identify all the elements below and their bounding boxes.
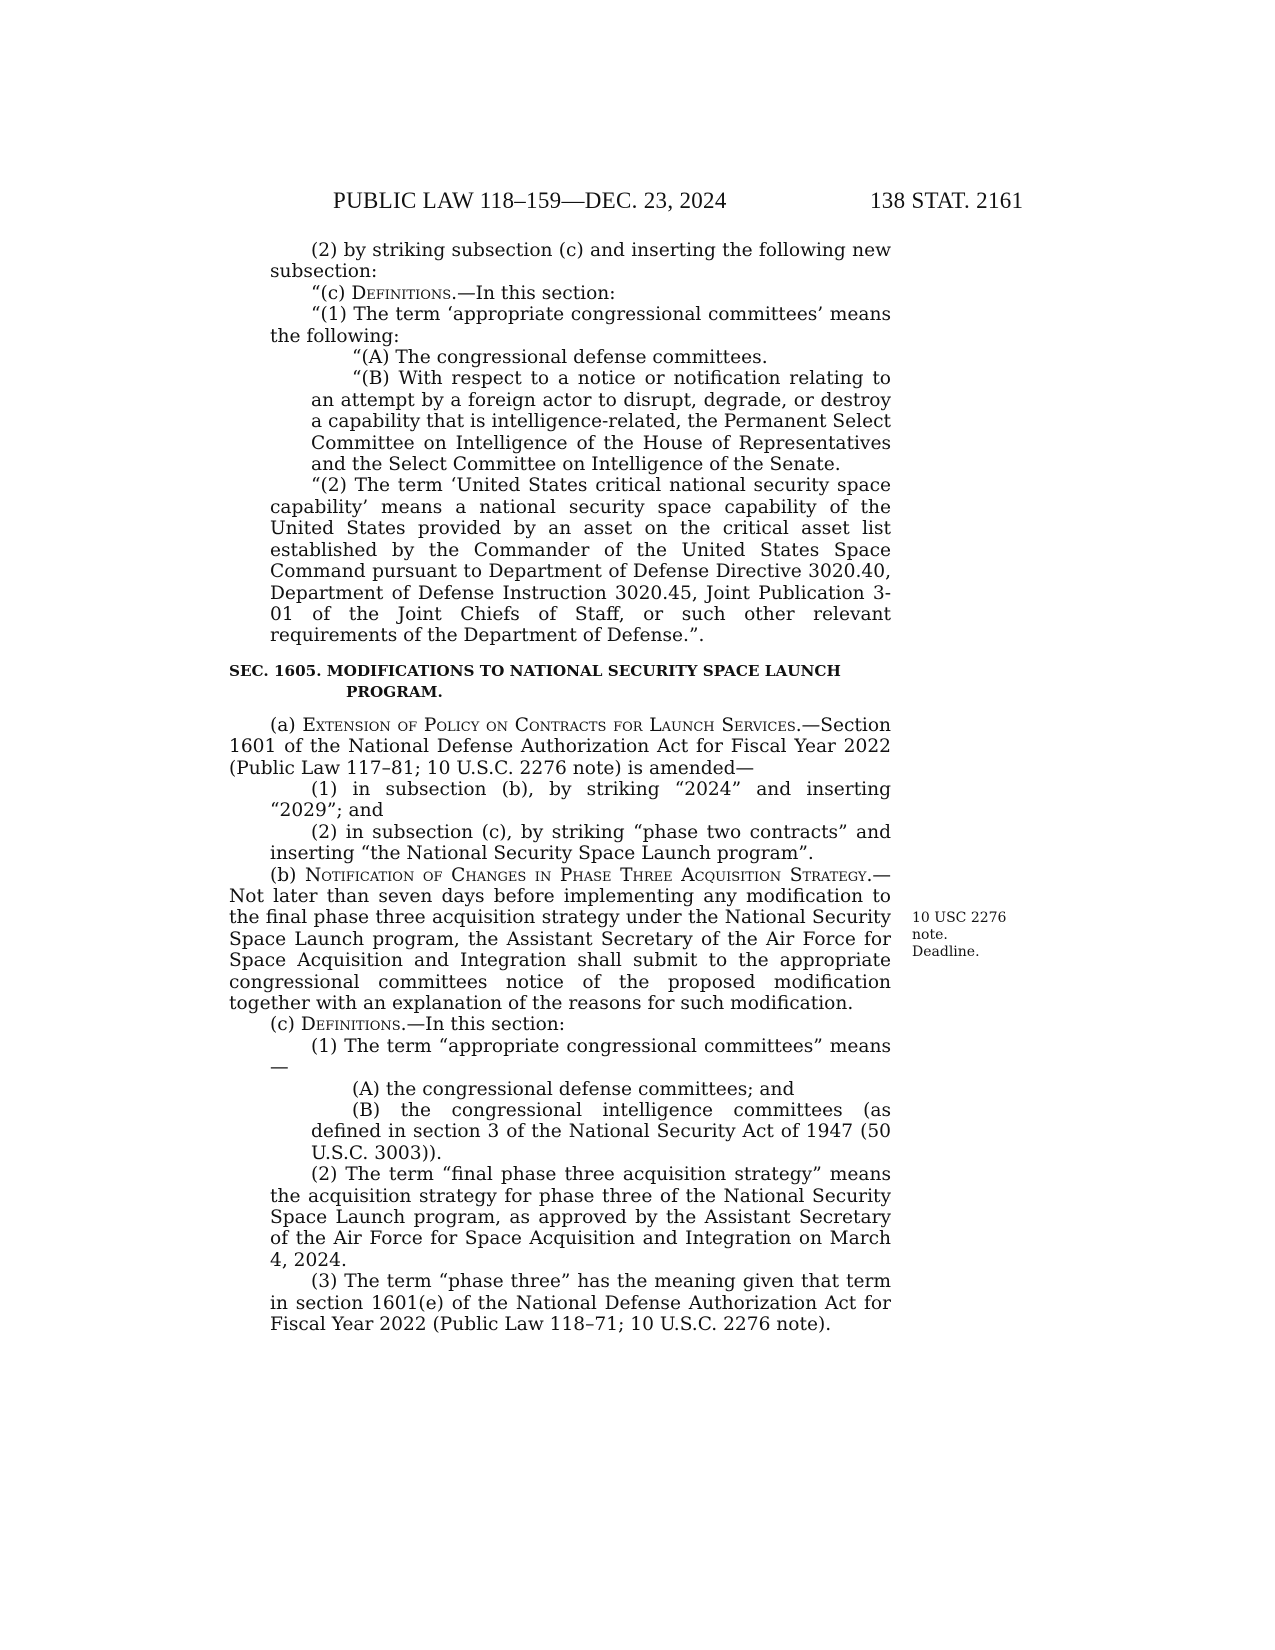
subsection-b-heading: Notification of Changes in Phase Three Acquisition Strategy [304, 864, 867, 886]
header-title: PUBLIC LAW 118–159—DEC. 23, 2024 [333, 188, 727, 213]
subsection-b-prefix: (b) [270, 864, 305, 886]
margin-note [912, 910, 1032, 961]
subsection-a-heading: Extension of Policy on Contracts for Launch Services [302, 714, 796, 736]
section-heading [229, 661, 891, 703]
paragraph-c2: (2) The term “final phase three acquisition strategy” means the acquisition strategy for phase three of the National Security Space Launch program, as approved by the Assistant Secretary of the Air Force for Space Acquisition and Integration on March 4, 2024. [270, 1164, 891, 1271]
subsection-c-prefix: (c) [270, 1014, 301, 1036]
definitions-prefix: “(c) [311, 282, 352, 304]
margin-note-note: note. [912, 927, 948, 943]
margin-note-citation: 10 USC 2276 [912, 910, 1007, 926]
subsection-a-text: .—Section 1601 of the National Defense Authorization Act for Fiscal Year 2022 (Public Law 117–81; 10 U.S.C. 2276 note) is amended— [229, 714, 891, 779]
running-header [0, 188, 1275, 222]
section-heading-line1: SEC. 1605. MODIFICATIONS TO NATIONAL SECURITY SPACE LAUNCH [229, 661, 841, 680]
margin-note-deadline: Deadline. [912, 944, 980, 960]
definitions-caps: Definitions [351, 282, 452, 304]
subsection-b-text: .—Not later than seven days before implementing any modification to the final phase three acquisition strategy under the National Security Space Launch program, the Assistant Secretary of the Air Force for Space Acquisition and Integration shall submit to the appropriate congressional committees notice of the proposed modification together with an explanation of the reasons for such modification. [229, 864, 892, 1014]
subsection-c [229, 1014, 891, 1035]
body-text [229, 240, 891, 1336]
subsection-a [229, 715, 891, 779]
paragraph-a2: (2) in subsection (c), by striking “phase two contracts” and inserting “the National Security Space Launch program”. [270, 821, 891, 865]
paragraph-striking-subsection: (2) by striking subsection (c) and inserting the following new subsection: [270, 240, 891, 283]
paragraph-c1B: (B) the congressional intelligence committees (as defined in section 3 of the National Security Act of 1947 (50 U.S.C. 3003)). [311, 1100, 891, 1164]
paragraph-term-2: “(2) The term ‘United States critical national security space capability’ means a national security space capability of the United States provided by an asset on the critical asset list established by the Commander of the United States Space Command pursuant to Department of Defense Directive 3020.40, Department of Defense Instruction 3020.45, Joint Publication 3-01 of the Joint Chiefs of Staff, or such other relevant requirements of the Department of Defense.”. [270, 475, 891, 647]
subsection-c-text: .—In this section: [400, 1014, 566, 1036]
definitions-rest: .—In this section: [451, 282, 616, 304]
section-heading-line2: PROGRAM. [346, 682, 443, 701]
header-page-number: 138 STAT. 2161 [870, 188, 1024, 213]
subsection-b [229, 865, 891, 1015]
paragraph-c3: (3) The term “phase three” has the meaning given that term in section 1601(e) of the National Defense Authorization Act for Fiscal Year 2022 (Public Law 118–71; 10 U.S.C. 2276 note). [270, 1271, 891, 1336]
paragraph-term-1A: “(A) The congressional defense committees. [352, 347, 768, 369]
subsection-c-heading: Definitions [300, 1014, 401, 1036]
paragraph-term-1: “(1) The term ‘appropriate congressional committees’ means the following: [270, 304, 891, 347]
paragraph-a1: (1) in subsection (b), by striking “2024” and inserting “2029”; and [270, 778, 891, 822]
paragraph-c1: (1) The term “appropriate congressional committees” means— [270, 1035, 891, 1079]
subsection-a-prefix: (a) [270, 714, 303, 736]
paragraph-term-1B: “(B) With respect to a notice or notification relating to an attempt by a foreign actor to disrupt, degrade, or destroy a capability that is intelligence-related, the Permanent Select Committee on Intelligence of the House of Representatives and the Select Committee on Intelligence of the Senate. [311, 368, 891, 476]
paragraph-c1A: (A) the congressional defense committees; and [352, 1078, 795, 1100]
paragraph-definitions-heading [229, 283, 891, 304]
